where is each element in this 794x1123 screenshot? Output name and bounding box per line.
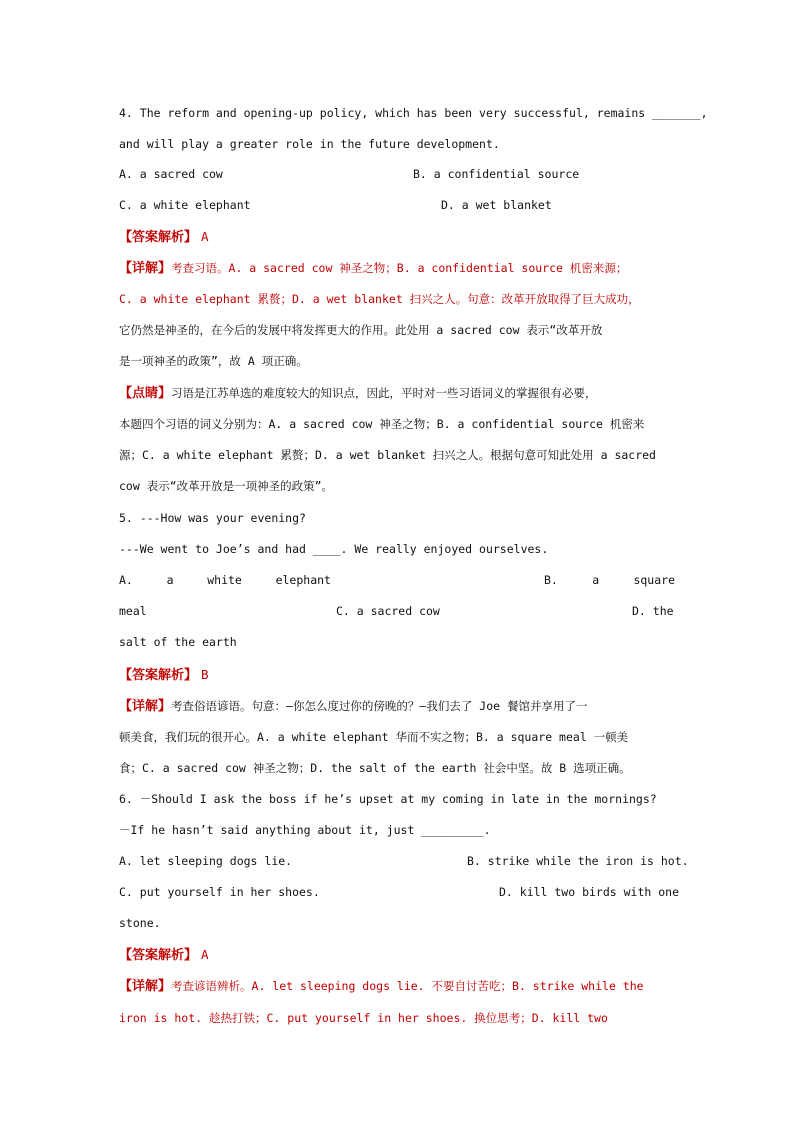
- answer-value: A: [201, 947, 209, 962]
- q4-detail-line3: 它仍然是神圣的，在今后的发展中将发挥更大的作用。此处用 a sacred cow 表示“改革开放: [119, 323, 603, 337]
- q6-detail-line1: [119, 978, 675, 995]
- q4-point-line4: cow 表示“改革开放是一项神圣的政策”。: [119, 479, 334, 493]
- q4-detail-line1: [119, 260, 675, 277]
- q4-stem-line1: 4. The reform and opening-up policy, which has been very successful, remains _______,: [119, 106, 708, 120]
- q5-option-d: D. the: [632, 604, 674, 618]
- answer-label: 【答案解析】: [119, 230, 198, 245]
- q5-stem-line1: 5. ---How was your evening?: [119, 511, 306, 525]
- q4-option-d: D. a wet blanket: [441, 198, 552, 212]
- q6-option-d-cont: stone.: [119, 916, 161, 930]
- q4-option-a: A. a sacred cow: [119, 167, 223, 181]
- q6-stem-line1: 6. －Should I ask the boss if he’s upset at my coming in late in the mornings?: [119, 792, 657, 806]
- detail-label: 【详解】: [119, 261, 172, 276]
- q5-option-b: B. a square: [544, 573, 675, 587]
- q6-option-d: D. kill two birds with one: [499, 885, 680, 899]
- q6-option-c: C. put yourself in her shoes.: [119, 885, 320, 899]
- q5-option-c: C. a sacred cow: [336, 604, 440, 618]
- q6-detail-line2: iron is hot. 趁热打铁；C. put yourself in her shoes. 换位思考；D. kill two: [119, 1011, 608, 1025]
- q4-point-line1: [119, 385, 675, 402]
- q5-stem-line2: ---We went to Joe’s and had ____. We really enjoyed ourselves.: [119, 542, 549, 556]
- answer-label: 【答案解析】: [119, 948, 198, 963]
- point-text: 习语是江苏单选的难度较大的知识点，因此，平时对一些习语词义的掌握很有必要，: [171, 386, 597, 400]
- q6-option-b: B. strike while the iron is hot.: [467, 854, 689, 868]
- detail-label: 【详解】: [119, 699, 172, 714]
- q4-point-line2: 本题四个习语的词义分别为：A. a sacred cow 神圣之物；B. a confidential source 机密来: [119, 417, 645, 431]
- q5-detail-line2: 顿美食，我们玩的很开心。A. a white elephant 华而不实之物；B. a square meal 一顿美: [119, 730, 629, 744]
- q6-stem-line2: －If he hasn’t said anything about it, just _________.: [119, 823, 491, 837]
- q4-stem-line2: and will play a greater role in the future development.: [119, 137, 500, 151]
- q4-option-b: B. a confidential source: [413, 167, 580, 181]
- q5-answer-line: [119, 667, 675, 684]
- answer-value: A: [201, 229, 209, 244]
- q5-option-a: A. a white elephant: [119, 573, 331, 587]
- q5-option-b-cont: meal: [119, 604, 147, 618]
- detail-label: 【详解】: [119, 979, 172, 994]
- detail-text: 考查习语。A. a sacred cow 神圣之物；B. a confidential source 机密来源；: [171, 261, 628, 275]
- detail-text: 考查俗语谚语。句意：—你怎么度过你的傍晚的？—我们去了 Joe 餐馆并享用了一: [171, 699, 588, 713]
- q4-answer-line: [119, 229, 675, 246]
- answer-label: 【答案解析】: [119, 668, 198, 683]
- point-label: 【点睛】: [119, 386, 172, 401]
- q5-option-d-cont: salt of the earth: [119, 635, 237, 649]
- q6-answer-line: [119, 947, 675, 964]
- detail-text: 考查谚语辨析。A. let sleeping dogs lie. 不要自讨苦吃；B. strike while the: [171, 979, 644, 993]
- q4-detail-line2: C. a white elephant 累赘；D. a wet blanket 扫兴之人。句意：改革开放取得了巨大成功，: [119, 292, 640, 306]
- q6-option-a: A. let sleeping dogs lie.: [119, 854, 293, 868]
- q5-detail-line1: [119, 698, 675, 715]
- answer-value: B: [201, 667, 209, 682]
- q4-option-c: C. a white elephant: [119, 198, 251, 212]
- q4-point-line3: 源；C. a white elephant 累赘；D. a wet blanket 扫兴之人。根据句意可知此处用 a sacred: [119, 448, 656, 462]
- q5-detail-line3: 食；C. a sacred cow 神圣之物；D. the salt of the earth 社会中坚。故 B 选项正确。: [119, 761, 631, 775]
- q4-detail-line4: 是一项神圣的政策”，故 A 项正确。: [119, 354, 308, 368]
